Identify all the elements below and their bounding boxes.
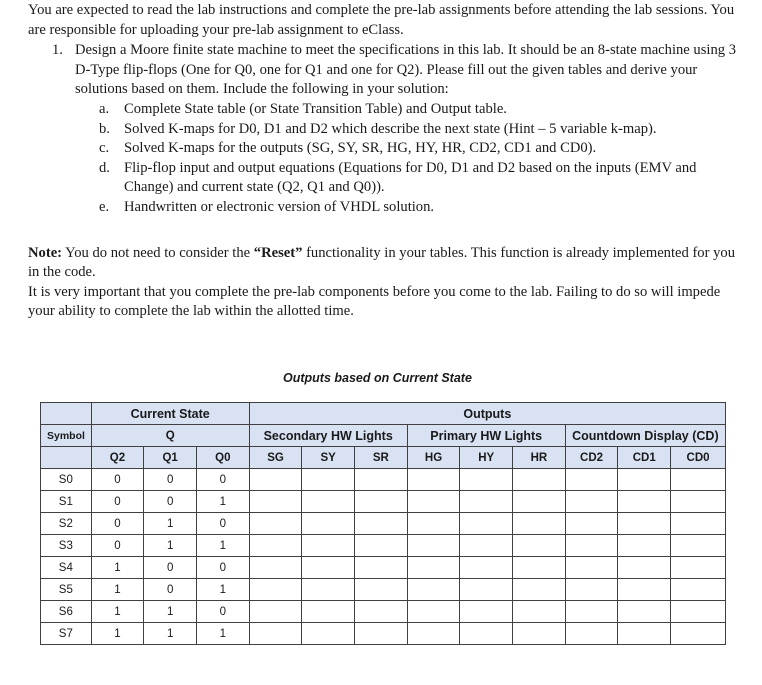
state-symbol-cell: S3 bbox=[41, 535, 92, 557]
list-item-letter: d. bbox=[99, 159, 110, 176]
hr-cell bbox=[513, 469, 566, 491]
question-1 bbox=[28, 41, 740, 100]
cd2-cell bbox=[565, 579, 618, 601]
sg-cell bbox=[249, 579, 302, 601]
table-row bbox=[41, 513, 726, 535]
q1-cell: 0 bbox=[144, 579, 197, 601]
list-item bbox=[28, 139, 740, 159]
q0-cell: 1 bbox=[196, 535, 249, 557]
q2-cell: 1 bbox=[91, 601, 144, 623]
column-header: SY bbox=[302, 447, 355, 469]
list-item-text: Flip-flop input and output equations (Equations for D0, D1 and D2 based on the inputs (EMV and Change) and current state (Q2, Q1 and Q0)). bbox=[124, 159, 697, 196]
q2-cell: 1 bbox=[91, 557, 144, 579]
cd2-cell bbox=[565, 623, 618, 645]
q1-cell: 0 bbox=[144, 557, 197, 579]
sr-cell bbox=[355, 557, 408, 579]
q0-cell: 0 bbox=[196, 513, 249, 535]
q0-cell: 0 bbox=[196, 601, 249, 623]
outputs-header: Outputs bbox=[249, 403, 725, 425]
table-row bbox=[41, 491, 726, 513]
table-header-row-3 bbox=[41, 447, 726, 469]
sg-cell bbox=[249, 557, 302, 579]
state-output-table bbox=[40, 402, 726, 645]
hr-cell bbox=[513, 623, 566, 645]
hg-cell bbox=[407, 491, 460, 513]
state-symbol-cell: S7 bbox=[41, 623, 92, 645]
countdown-header: Countdown Display (CD) bbox=[565, 425, 725, 447]
list-item bbox=[28, 120, 740, 140]
state-symbol-cell: S6 bbox=[41, 601, 92, 623]
note-text-after: functionality in your tables. This function is already implemented for you in the code. bbox=[28, 244, 736, 281]
q2-cell: 1 bbox=[91, 579, 144, 601]
cd1-cell bbox=[618, 579, 671, 601]
q2-cell: 0 bbox=[91, 513, 144, 535]
sr-cell bbox=[355, 513, 408, 535]
table-row bbox=[41, 557, 726, 579]
hr-cell bbox=[513, 535, 566, 557]
hg-cell bbox=[407, 579, 460, 601]
q2-cell: 0 bbox=[91, 491, 144, 513]
q0-cell: 1 bbox=[196, 579, 249, 601]
hy-cell bbox=[460, 623, 513, 645]
table-header-row-1 bbox=[41, 403, 726, 425]
sr-cell bbox=[355, 579, 408, 601]
hr-cell bbox=[513, 513, 566, 535]
cd1-cell bbox=[618, 601, 671, 623]
sg-cell bbox=[249, 601, 302, 623]
sr-cell bbox=[355, 469, 408, 491]
hg-cell bbox=[407, 469, 460, 491]
cd2-cell bbox=[565, 557, 618, 579]
hg-cell bbox=[407, 557, 460, 579]
hy-cell bbox=[460, 557, 513, 579]
q0-cell: 1 bbox=[196, 623, 249, 645]
column-header: Q2 bbox=[91, 447, 144, 469]
sy-cell bbox=[302, 535, 355, 557]
note-label: Note: bbox=[28, 244, 63, 261]
q0-cell: 1 bbox=[196, 491, 249, 513]
q0-cell: 0 bbox=[196, 557, 249, 579]
cd0-cell bbox=[671, 623, 726, 645]
hg-cell bbox=[407, 535, 460, 557]
sy-cell bbox=[302, 513, 355, 535]
sr-cell bbox=[355, 535, 408, 557]
sg-cell bbox=[249, 469, 302, 491]
cd2-cell bbox=[565, 535, 618, 557]
state-symbol-cell: S1 bbox=[41, 491, 92, 513]
cd1-cell bbox=[618, 513, 671, 535]
column-header: CD0 bbox=[671, 447, 726, 469]
q1-cell: 0 bbox=[144, 469, 197, 491]
column-header: CD1 bbox=[618, 447, 671, 469]
list-item-letter: c. bbox=[99, 140, 110, 157]
list-item-letter: e. bbox=[99, 198, 110, 215]
hy-cell bbox=[460, 469, 513, 491]
table-row bbox=[41, 535, 726, 557]
sy-cell bbox=[302, 623, 355, 645]
sr-cell bbox=[355, 601, 408, 623]
sg-cell bbox=[249, 535, 302, 557]
cd2-cell bbox=[565, 491, 618, 513]
column-header: HR bbox=[513, 447, 566, 469]
sg-cell bbox=[249, 491, 302, 513]
cd0-cell bbox=[671, 535, 726, 557]
list-item bbox=[28, 159, 740, 198]
list-item bbox=[28, 198, 740, 218]
hy-cell bbox=[460, 513, 513, 535]
q1-cell: 0 bbox=[144, 491, 197, 513]
table-row bbox=[41, 601, 726, 623]
hr-cell bbox=[513, 601, 566, 623]
hr-cell bbox=[513, 579, 566, 601]
q-header: Q bbox=[91, 425, 249, 447]
cd1-cell bbox=[618, 469, 671, 491]
list-item-text: Solved K-maps for D0, D1 and D2 which describe the next state (Hint – 5 variable k-map). bbox=[124, 120, 657, 137]
note-paragraph bbox=[28, 244, 740, 283]
list-item-letter: b. bbox=[99, 120, 110, 137]
important-paragraph: It is very important that you complete the pre-lab components before you come to the lab. Failing to do so will impede your ability to complete the lab within the allotted time. bbox=[28, 283, 721, 320]
cd0-cell bbox=[671, 491, 726, 513]
sy-cell bbox=[302, 601, 355, 623]
list-item-text: Handwritten or electronic version of VHDL solution. bbox=[124, 198, 435, 215]
q2-cell: 0 bbox=[91, 469, 144, 491]
column-header: SG bbox=[249, 447, 302, 469]
cd0-cell bbox=[671, 513, 726, 535]
state-symbol-cell: S2 bbox=[41, 513, 92, 535]
cd0-cell bbox=[671, 557, 726, 579]
table-caption: Outputs based on Current State bbox=[283, 371, 472, 385]
note-reset: “Reset” bbox=[253, 244, 303, 261]
question-text: Design a Moore finite state machine to meet the specifications in this lab. It should be an 8-state machine using 3 D-Type flip-flops (One for Q0, one for Q1 and one for Q2). Please fill out the given tables and derive your solutions based on them. Include the following in your solution: bbox=[75, 42, 737, 98]
hg-cell bbox=[407, 601, 460, 623]
column-header: Q1 bbox=[144, 447, 197, 469]
q1-cell: 1 bbox=[144, 623, 197, 645]
cd2-cell bbox=[565, 469, 618, 491]
q2-cell: 0 bbox=[91, 535, 144, 557]
q1-cell: 1 bbox=[144, 513, 197, 535]
current-state-header: Current State bbox=[91, 403, 249, 425]
symbol-header: Symbol bbox=[41, 425, 92, 447]
state-rows bbox=[41, 469, 726, 645]
sy-cell bbox=[302, 579, 355, 601]
sr-cell bbox=[355, 623, 408, 645]
note-text-before: You do not need to consider the bbox=[62, 244, 254, 261]
cd1-cell bbox=[618, 623, 671, 645]
cd2-cell bbox=[565, 513, 618, 535]
table-row bbox=[41, 623, 726, 645]
hr-cell bbox=[513, 557, 566, 579]
hg-cell bbox=[407, 623, 460, 645]
document-body bbox=[28, 0, 740, 322]
sg-cell bbox=[249, 513, 302, 535]
q1-cell: 1 bbox=[144, 601, 197, 623]
intro-paragraph: You are expected to read the lab instructions and complete the pre-lab assignments before attending the lab sessions. You are responsible for uploading your pre-lab assignment to eClass. bbox=[28, 2, 735, 38]
q1-cell: 1 bbox=[144, 535, 197, 557]
sg-cell bbox=[249, 623, 302, 645]
primary-lights-header: Primary HW Lights bbox=[407, 425, 565, 447]
hy-cell bbox=[460, 579, 513, 601]
sy-cell bbox=[302, 491, 355, 513]
cd1-cell bbox=[618, 491, 671, 513]
state-symbol-cell: S5 bbox=[41, 579, 92, 601]
symbol-header-top bbox=[41, 403, 92, 425]
list-item-text: Complete State table (or State Transition Table) and Output table. bbox=[124, 100, 507, 117]
state-symbol-cell: S4 bbox=[41, 557, 92, 579]
hy-cell bbox=[460, 601, 513, 623]
cd1-cell bbox=[618, 557, 671, 579]
column-header: HG bbox=[407, 447, 460, 469]
secondary-lights-header: Secondary HW Lights bbox=[249, 425, 407, 447]
hg-cell bbox=[407, 513, 460, 535]
column-header: SR bbox=[355, 447, 408, 469]
state-symbol-cell: S0 bbox=[41, 469, 92, 491]
column-header: Q0 bbox=[196, 447, 249, 469]
cd0-cell bbox=[671, 579, 726, 601]
table-header-row-2 bbox=[41, 425, 726, 447]
list-item bbox=[28, 100, 740, 120]
question-number: 1. bbox=[52, 42, 63, 59]
table-row bbox=[41, 579, 726, 601]
sy-cell bbox=[302, 557, 355, 579]
cd1-cell bbox=[618, 535, 671, 557]
cd0-cell bbox=[671, 601, 726, 623]
table-row bbox=[41, 469, 726, 491]
hr-cell bbox=[513, 491, 566, 513]
cd2-cell bbox=[565, 601, 618, 623]
hy-cell bbox=[460, 491, 513, 513]
cd0-cell bbox=[671, 469, 726, 491]
symbol-header-bottom bbox=[41, 447, 92, 469]
q2-cell: 1 bbox=[91, 623, 144, 645]
column-header: HY bbox=[460, 447, 513, 469]
hy-cell bbox=[460, 535, 513, 557]
list-item-letter: a. bbox=[99, 100, 110, 117]
list-item-text: Solved K-maps for the outputs (SG, SY, SR, HG, HY, HR, CD2, CD1 and CD0). bbox=[124, 140, 597, 157]
sy-cell bbox=[302, 469, 355, 491]
sr-cell bbox=[355, 491, 408, 513]
q0-cell: 0 bbox=[196, 469, 249, 491]
column-header: CD2 bbox=[565, 447, 618, 469]
